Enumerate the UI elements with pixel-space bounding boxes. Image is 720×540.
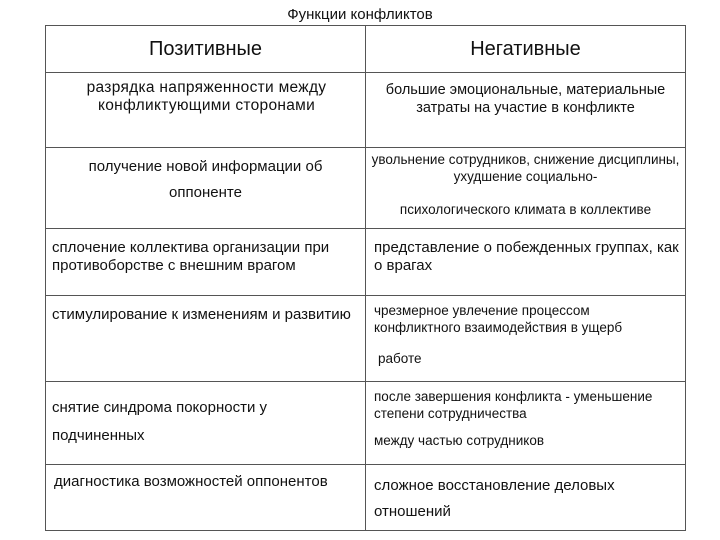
table-row (46, 465, 686, 531)
positive-cell: получение новой информации об оппоненте (88, 158, 323, 201)
negative-cell-tail: между частью сотрудников (374, 433, 544, 448)
negative-cell-main: чрезмерное увлечение процессом конфликтного взаимодействия в ущерб (374, 303, 623, 335)
negative-cell-main: сложное восстановление деловых (374, 477, 615, 494)
table-row (46, 296, 686, 382)
positive-cell: диагностика возможностей оппонентов (54, 473, 328, 490)
positive-cell: стимулирование к изменениям и развитию (52, 306, 351, 323)
conflict-functions-table (45, 25, 686, 531)
negative-cell-tail: работе (378, 351, 422, 366)
negative-cell (366, 382, 685, 449)
positive-cell: разрядка напряженности между конфликтующими сторонами (86, 79, 327, 114)
negative-cell: представление о побежденных группах, как о врагах (374, 239, 679, 274)
negative-cell-tail: психологического климата в коллективе (399, 202, 652, 217)
table-row (46, 148, 686, 229)
positive-cell: снятие синдрома покорности у подчиненных (52, 399, 268, 444)
negative-cell-main: увольнение сотрудников, снижение дисциплины, ухудшение социально- (371, 152, 680, 184)
positive-cell: сплочение коллектива организации при противоборстве с внешним врагом (52, 239, 330, 274)
page-title: Функции конфликтов (287, 6, 433, 23)
table-row (46, 73, 686, 148)
table-row (46, 382, 686, 465)
negative-cell (366, 465, 685, 525)
table-row (46, 229, 686, 296)
table-header-row (46, 26, 686, 73)
header-negative: Негативные (366, 26, 686, 73)
negative-cell-main: после завершения конфликта - уменьшение степени сотрудничества (374, 389, 653, 421)
negative-cell (366, 296, 685, 367)
header-positive: Позитивные (46, 26, 366, 73)
negative-cell (366, 148, 685, 218)
negative-cell-tail: отношений (374, 503, 451, 520)
negative-cell: большие эмоциональные, материальные затраты на участие в конфликте (385, 82, 666, 116)
